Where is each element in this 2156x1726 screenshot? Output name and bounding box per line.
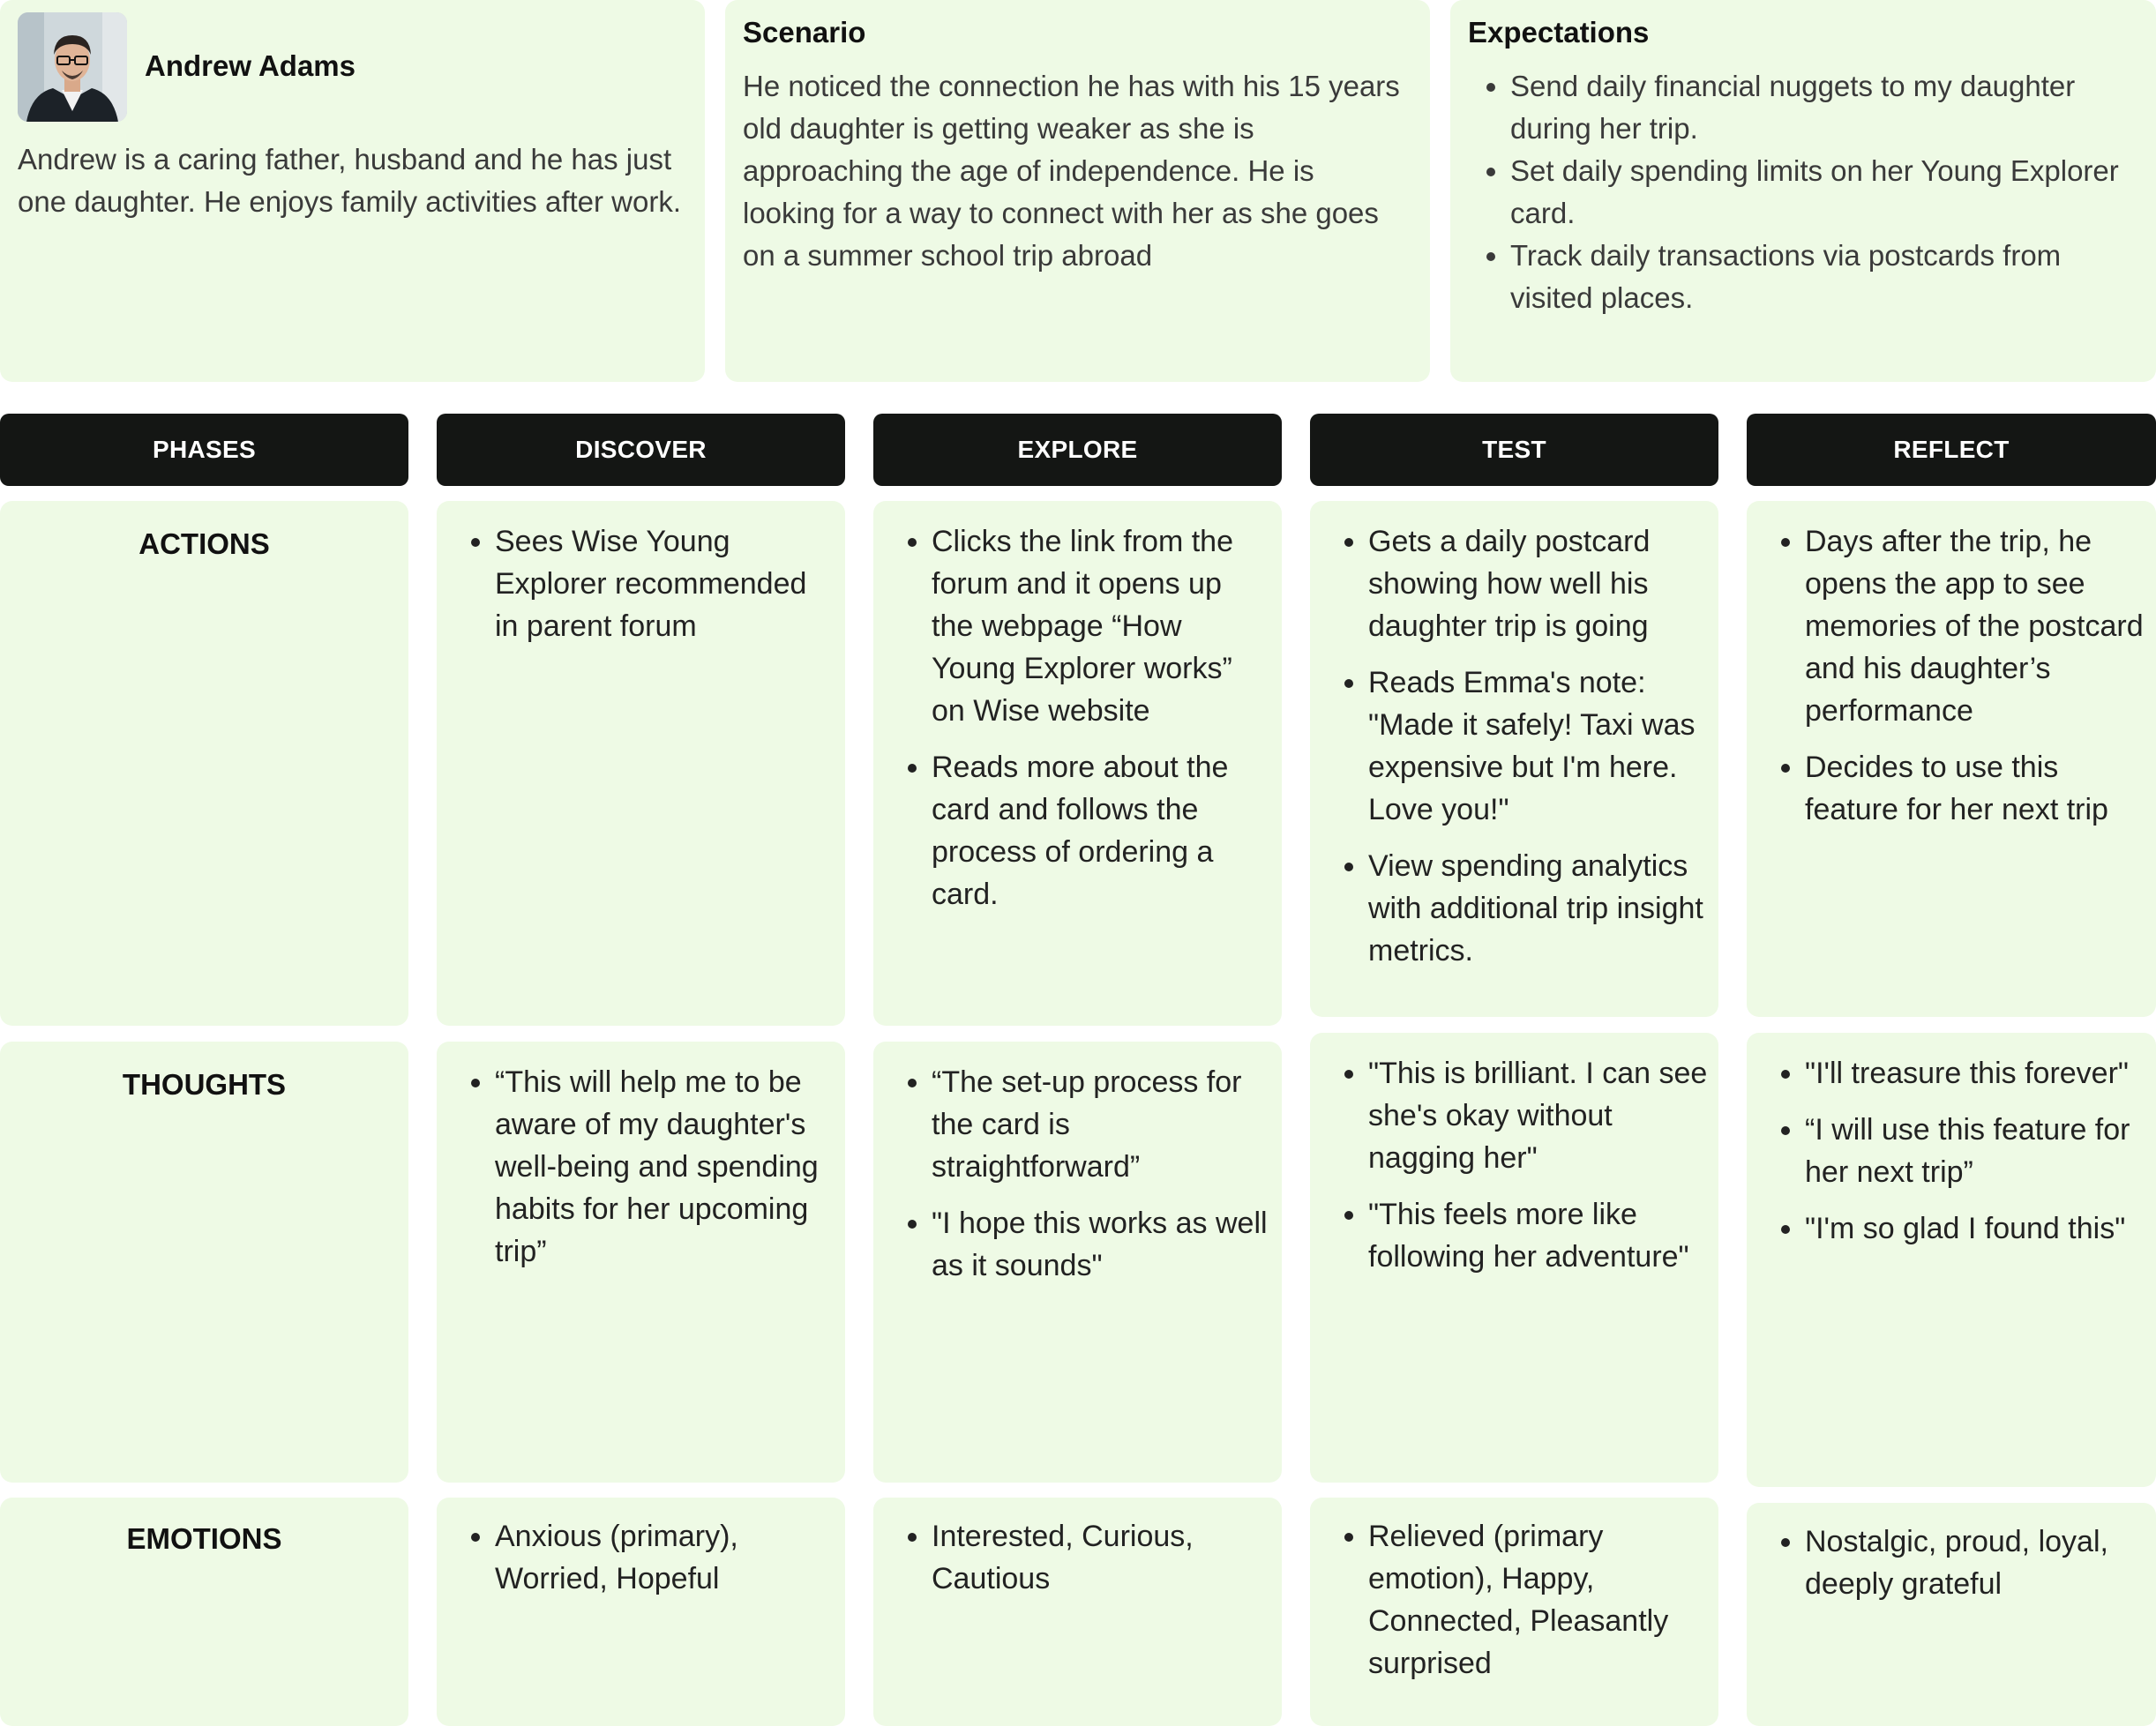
list-item: • Days after the trip, he opens the app to see memories of the postcard and his daughter’s performance	[1805, 520, 2145, 732]
header-discover: DISCOVER	[437, 414, 845, 486]
thoughts-explore-list	[889, 1061, 1271, 1301]
header-reflect: REFLECT	[1747, 414, 2156, 486]
actions-explore-list	[889, 520, 1271, 930]
header-explore: EXPLORE	[873, 414, 1282, 486]
thoughts-reflect-cell	[1747, 1033, 2156, 1487]
actions-label-cell	[0, 501, 408, 1026]
list-item: • Reads more about the card and follows the process of ordering a card.	[932, 746, 1271, 915]
persona-name: Andrew Adams	[145, 49, 356, 82]
actions-reflect-list	[1763, 520, 2145, 845]
list-item: • “The set-up process for the card is straightforward”	[932, 1061, 1271, 1188]
thoughts-test-cell	[1310, 1033, 1718, 1483]
persona-bio: Andrew is a caring father, husband and he has just one daughter. He enjoys family activities after work.	[18, 143, 682, 218]
thoughts-discover-cell	[437, 1042, 845, 1483]
list-item: • Decides to use this feature for her next trip	[1805, 746, 2145, 831]
scenario-card	[725, 0, 1430, 382]
thoughts-explore-cell	[873, 1042, 1282, 1483]
row-label-actions: ACTIONS	[138, 527, 270, 560]
avatar	[18, 12, 127, 122]
emotions-reflect-cell	[1747, 1503, 2156, 1726]
scenario-title: Scenario	[743, 16, 866, 49]
actions-discover-cell	[437, 501, 845, 1026]
emotions-explore-cell	[873, 1498, 1282, 1726]
actions-test-list	[1326, 520, 1708, 986]
emotions-label-cell	[0, 1498, 408, 1726]
list-item: • Anxious (primary), Worried, Hopeful	[495, 1515, 835, 1600]
list-item: • “I will use this feature for her next trip”	[1805, 1109, 2145, 1193]
list-item: • Sees Wise Young Explorer recommended in parent forum	[495, 520, 835, 647]
list-item: • "This is brilliant. I can see she's okay without nagging her"	[1368, 1052, 1708, 1179]
emotions-discover-list	[453, 1515, 835, 1614]
avatar-photo	[18, 12, 127, 122]
expectations-card	[1450, 0, 2156, 382]
row-label-emotions: EMOTIONS	[126, 1522, 282, 1555]
list-item: • "I hope this works as well as it sounds"	[932, 1202, 1271, 1287]
emotions-test-cell	[1310, 1498, 1718, 1726]
persona-card	[0, 0, 705, 382]
actions-test-cell	[1310, 501, 1718, 1017]
list-item: • "I'll treasure this forever"	[1805, 1052, 2145, 1095]
header-phases: PHASES	[0, 414, 408, 486]
actions-discover-list	[453, 520, 835, 661]
header-test: TEST	[1310, 414, 1718, 486]
emotions-test-list	[1326, 1515, 1708, 1699]
thoughts-label-cell	[0, 1042, 408, 1483]
list-item: • “This will help me to be aware of my daughter's well-being and spending habits for her upcoming trip”	[495, 1061, 835, 1273]
expectations-title: Expectations	[1468, 16, 1650, 49]
list-item: • View spending analytics with additional trip insight metrics.	[1368, 845, 1708, 972]
scenario-text: He noticed the connection he has with his 15 years old daughter is getting weaker as she is approaching the age of independence. He is looking for a way to connect with her as she goes on a summer school trip abroad	[743, 70, 1400, 272]
emotions-explore-list	[889, 1515, 1271, 1614]
actions-reflect-cell	[1747, 501, 2156, 1017]
expectation-item: • Track daily transactions via postcards from visited places.	[1510, 235, 2147, 319]
emotions-reflect-list	[1763, 1521, 2145, 1619]
list-item: • Nostalgic, proud, loyal, deeply grateful	[1805, 1521, 2145, 1605]
expectations-list	[1468, 65, 2147, 319]
list-item: • Interested, Curious, Cautious	[932, 1515, 1271, 1600]
list-item: • Clicks the link from the forum and it opens up the webpage “How Young Explorer works” on Wise website	[932, 520, 1271, 732]
actions-explore-cell	[873, 501, 1282, 1026]
list-item: • "I'm so glad I found this"	[1805, 1207, 2145, 1250]
emotions-discover-cell	[437, 1498, 845, 1726]
expectation-item: • Set daily spending limits on her Young Explorer card.	[1510, 150, 2147, 235]
thoughts-test-list	[1326, 1052, 1708, 1292]
list-item: • Gets a daily postcard showing how well his daughter trip is going	[1368, 520, 1708, 647]
list-item: • Reads Emma's note: "Made it safely! Taxi was expensive but I'm here. Love you!"	[1368, 661, 1708, 831]
thoughts-discover-list	[453, 1061, 835, 1287]
list-item: • Relieved (primary emotion), Happy, Connected, Pleasantly surprised	[1368, 1515, 1708, 1685]
row-label-thoughts: THOUGHTS	[122, 1068, 287, 1101]
list-item: • "This feels more like following her adventure"	[1368, 1193, 1708, 1278]
thoughts-reflect-list	[1763, 1052, 2145, 1264]
expectation-item: • Send daily financial nuggets to my daughter during her trip.	[1510, 65, 2147, 150]
